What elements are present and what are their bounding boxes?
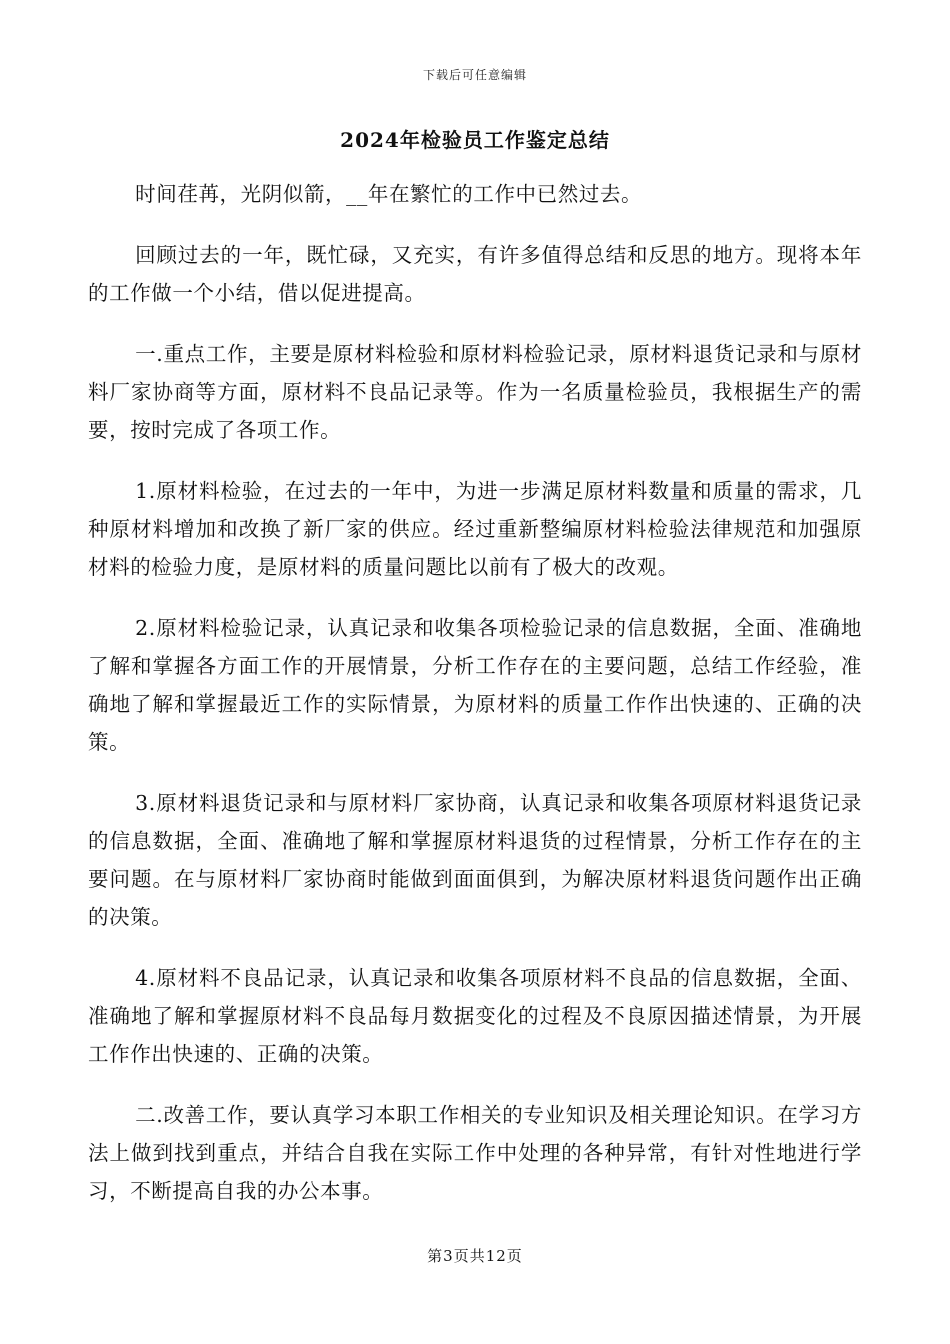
document-title: 2024年检验员工作鉴定总结 (340, 128, 610, 152)
header-note: 下载后可任意编辑 (422, 68, 527, 82)
paragraph-item-1: 1.原材料检验，在过去的一年中，为进一步满足原材料数量和质量的需求，几种原材料增加和改换了新厂家的供应。经过重新整编原材料检验法律规范和加强原材料的检验力度，是原材料的质量问题比以前有了极大的改观。 (88, 479, 862, 579)
paragraph-review: 回顾过去的一年，既忙碌，又充实，有许多值得总结和反思的地方。现将本年的工作做一个小结，借以促进提高。 (88, 243, 862, 305)
paragraph-section-2: 二.改善工作，要认真学习本职工作相关的专业知识及相关理论知识。在学习方法上做到找到重点，并结合自我在实际工作中处理的各种异常，有针对性地进行学习，不断提高自我的办公本事。 (88, 1103, 862, 1203)
paragraph-item-4: 4.原材料不良品记录，认真记录和收集各项原材料不良品的信息数据，全面、准确地了解和掌握原材料不良品每月数据变化的过程及不良原因描述情景，为开展工作作出快速的、正确的决策。 (88, 966, 862, 1066)
paragraph-item-3: 3.原材料退货记录和与原材料厂家协商，认真记录和收集各项原材料退货记录的信息数据，全面、准确地了解和掌握原材料退货的过程情景，分析工作存在的主要问题。在与原材料厂家协商时能做到面面俱到，为解决原材料退货问题作出正确的决策。 (88, 791, 862, 929)
paragraph-intro: 时间荏苒，光阴似箭，__年在繁忙的工作中已然过去。 (135, 182, 643, 206)
page-number: 第3页共12页 (427, 1247, 523, 1265)
document-body (88, 175, 862, 1233)
paragraph-section-1: 一.重点工作，主要是原材料检验和原材料检验记录，原材料退货记录和与原材料厂家协商等方面，原材料不良品记录等。作为一名质量检验员，我根据生产的需要，按时完成了各项工作。 (88, 342, 862, 442)
paragraph-item-2: 2.原材料检验记录，认真记录和收集各项检验记录的信息数据，全面、准确地了解和掌握各方面工作的开展情景，分析工作存在的主要问题，总结工作经验，准确地了解和掌握最近工作的实际情景，为原材料的质量工作作出快速的、正确的决策。 (88, 616, 862, 754)
